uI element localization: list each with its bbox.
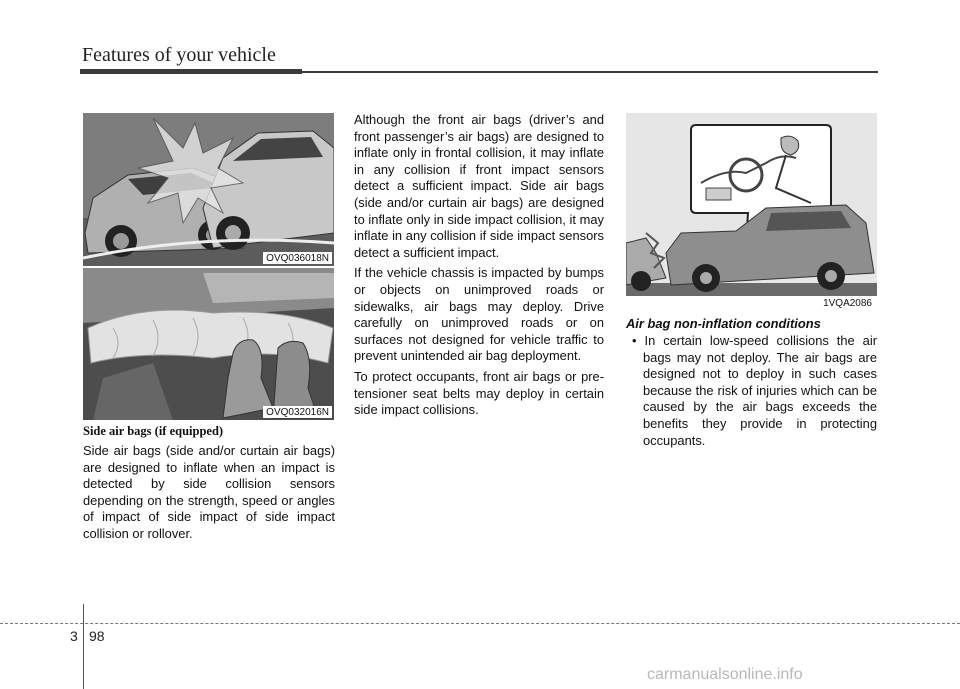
paragraph: To protect occupants, front air bags or pre-tensioner seat belts may deploy in certain side impact collisions. <box>354 368 604 418</box>
header-rule-thick <box>80 69 302 74</box>
watermark-text: carmanualsonline.info <box>647 666 803 683</box>
page-header-title: Features of your vehicle <box>82 44 276 66</box>
paragraph: Side air bags (side and/or curtain air bags) are designed to inflate when an impact is detected by side collision sensors depending on the strength, speed or angles of impact of side impact of side impact collision or rollover. <box>83 443 335 541</box>
section-heading: Side air bags (if equipped) <box>83 424 224 438</box>
bullet-text: In certain low-speed collisions the air bags may not deploy. The air bags are designed not to deploy in such cases because the risk of injuries which can be caused by the air bags exceeds the benefits they provide in protecting occupants. <box>643 333 877 448</box>
column1-body <box>83 443 335 547</box>
column2-body <box>354 112 604 423</box>
paragraph: If the vehicle chassis is impacted by bumps or objects on unimproved roads or sidewalks, air bags may deploy. Drive carefully on unimproved roads or on surfaces not designed for vehicle traffic to prevent unintended air bag deployment. <box>354 265 604 364</box>
header-rule-thin <box>302 71 878 73</box>
footer-divider <box>83 604 84 689</box>
side-collision-illustration <box>83 113 334 266</box>
section-heading: Air bag non-inflation conditions <box>626 316 821 331</box>
figure-code: OVQ032016N <box>263 406 332 418</box>
bullet-marker: • <box>632 333 637 348</box>
bullet-list <box>626 333 877 449</box>
curtain-airbag-drawing <box>83 268 334 420</box>
page-number: 98 <box>89 628 105 644</box>
side-collision-drawing <box>83 113 334 266</box>
footer-rule <box>0 623 960 624</box>
low-speed-collision-drawing <box>626 113 877 311</box>
figure-code: 1VQA2086 <box>820 297 875 309</box>
paragraph: Although the front air bags (driver’s and front passenger’s air bags) are designed to inflate only in frontal collision, it may inflate in any collision if front impact sensors detect a sufficient impact. Side air bags (side and/or curtain air bags) are designed to inflate only in side impact collision, it may inflate in any collision if side impact sensors detect a sufficient impact. <box>354 112 604 260</box>
curtain-airbag-illustration <box>83 268 334 420</box>
list-item <box>626 333 877 449</box>
figure-code: OVQ036018N <box>263 252 332 264</box>
chapter-number: 3 <box>70 628 78 644</box>
low-speed-collision-illustration <box>626 113 877 311</box>
